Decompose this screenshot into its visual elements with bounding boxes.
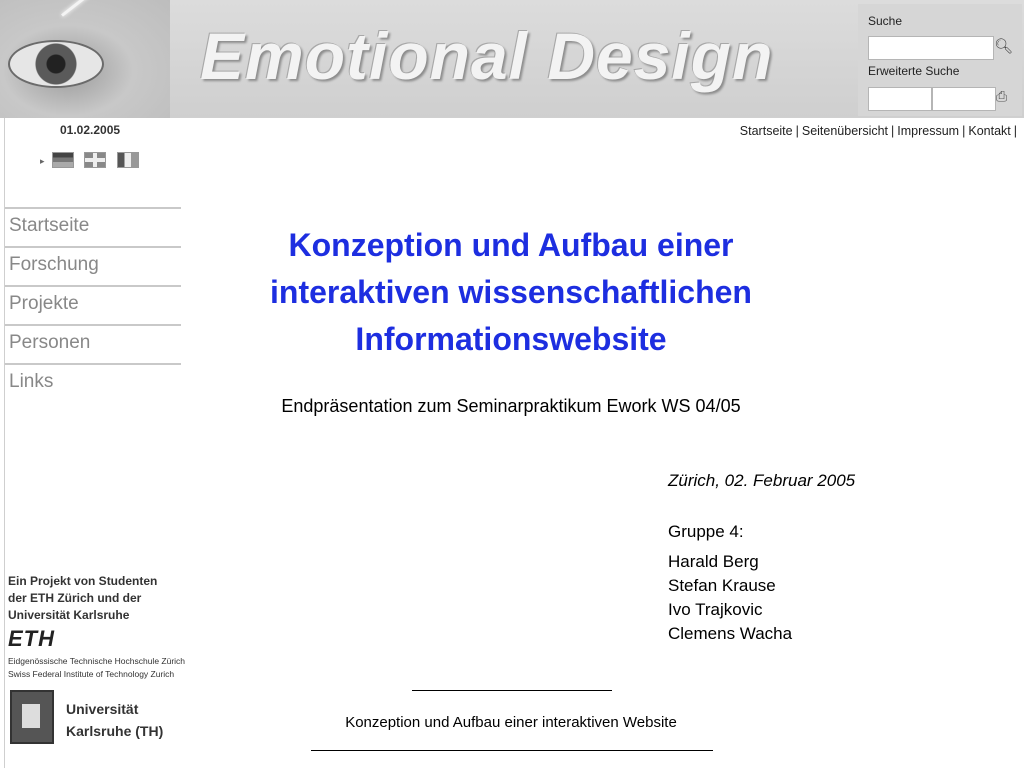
banner-title: Emotional Design: [200, 19, 774, 93]
advanced-search-field-1[interactable]: [868, 87, 932, 111]
member-name: Harald Berg: [668, 552, 759, 571]
eye-icon: [8, 40, 104, 88]
separator: |: [795, 124, 799, 138]
member-list: [668, 550, 792, 646]
title-line: interaktiven wissenschaftlichen: [270, 274, 752, 310]
search-input[interactable]: [868, 36, 994, 60]
project-credit: [8, 573, 157, 624]
flag-english-icon[interactable]: [84, 152, 106, 168]
footer-rule-top: [412, 690, 612, 691]
toplink-seitenuebersicht[interactable]: Seitenübersicht: [801, 124, 889, 138]
sidebar-nav: [5, 207, 181, 402]
toplink-impressum[interactable]: Impressum: [897, 124, 960, 138]
separator: |: [891, 124, 895, 138]
separator: |: [962, 124, 966, 138]
credit-line: Universität Karlsruhe: [8, 608, 130, 622]
credit-line: Ein Projekt von Studenten: [8, 574, 158, 588]
footer-text: Konzeption und Aufbau einer interaktiven Website: [345, 714, 677, 731]
eth-line: Swiss Federal Institute of Technology Zurich: [8, 669, 175, 679]
footer-rule-bottom: [311, 750, 713, 751]
karlsruhe-logo-text[interactable]: [66, 698, 163, 742]
flag-french-icon[interactable]: [117, 152, 139, 168]
nav-item-personen[interactable]: Personen: [5, 324, 181, 363]
flag-german-icon[interactable]: [52, 152, 74, 168]
member-name: Stefan Krause: [668, 576, 776, 595]
eth-description: [8, 655, 185, 681]
karlsruhe-line: Karlsruhe (TH): [66, 723, 164, 739]
top-links: [740, 124, 1020, 138]
nav-item-forschung[interactable]: Forschung: [5, 246, 181, 285]
light-beam-graphic: [61, 0, 173, 17]
separator: |: [1013, 124, 1017, 138]
group-label: Gruppe 4:: [668, 522, 744, 541]
nav-item-links[interactable]: Links: [5, 363, 181, 402]
header-divider: [180, 117, 1024, 118]
search-icon[interactable]: 🔍︎: [994, 38, 1014, 55]
toplink-startseite[interactable]: Startseite: [739, 124, 793, 138]
credit-line: der ETH Zürich und der: [8, 591, 142, 605]
karlsruhe-line: Universität: [66, 701, 139, 717]
language-selector: [40, 151, 145, 167]
date-label: 01.02.2005: [60, 123, 121, 137]
title-line: Konzeption und Aufbau einer: [288, 227, 734, 263]
search-panel: [858, 4, 1022, 116]
advanced-search-field-2[interactable]: [932, 87, 996, 111]
advanced-search-link[interactable]: Erweiterte Suche: [868, 64, 960, 78]
toplink-kontakt[interactable]: Kontakt: [968, 124, 1011, 138]
eth-line: Eidgenössische Technische Hochschule Zürich: [8, 656, 186, 666]
karlsruhe-seal-icon[interactable]: [10, 690, 54, 744]
search-label: Suche: [868, 14, 903, 28]
place-and-date: Zürich, 02. Februar 2005: [668, 471, 856, 490]
nav-item-startseite[interactable]: Startseite: [5, 207, 181, 246]
title-line: Informationswebsite: [355, 321, 667, 357]
arrow-right-icon: ▸: [40, 156, 45, 166]
member-name: Clemens Wacha: [668, 624, 793, 643]
member-name: Ivo Trajkovic: [668, 600, 763, 619]
eth-logo[interactable]: ETH: [8, 626, 55, 651]
print-icon[interactable]: ⎙: [996, 88, 1008, 104]
slide-subtitle: Endpräsentation zum Seminarpraktikum Ework WS 04/05: [281, 396, 741, 416]
slide-title: [186, 222, 836, 363]
nav-item-projekte[interactable]: Projekte: [5, 285, 181, 324]
header-banner: [0, 0, 1024, 118]
eye-graphic: [0, 0, 170, 118]
